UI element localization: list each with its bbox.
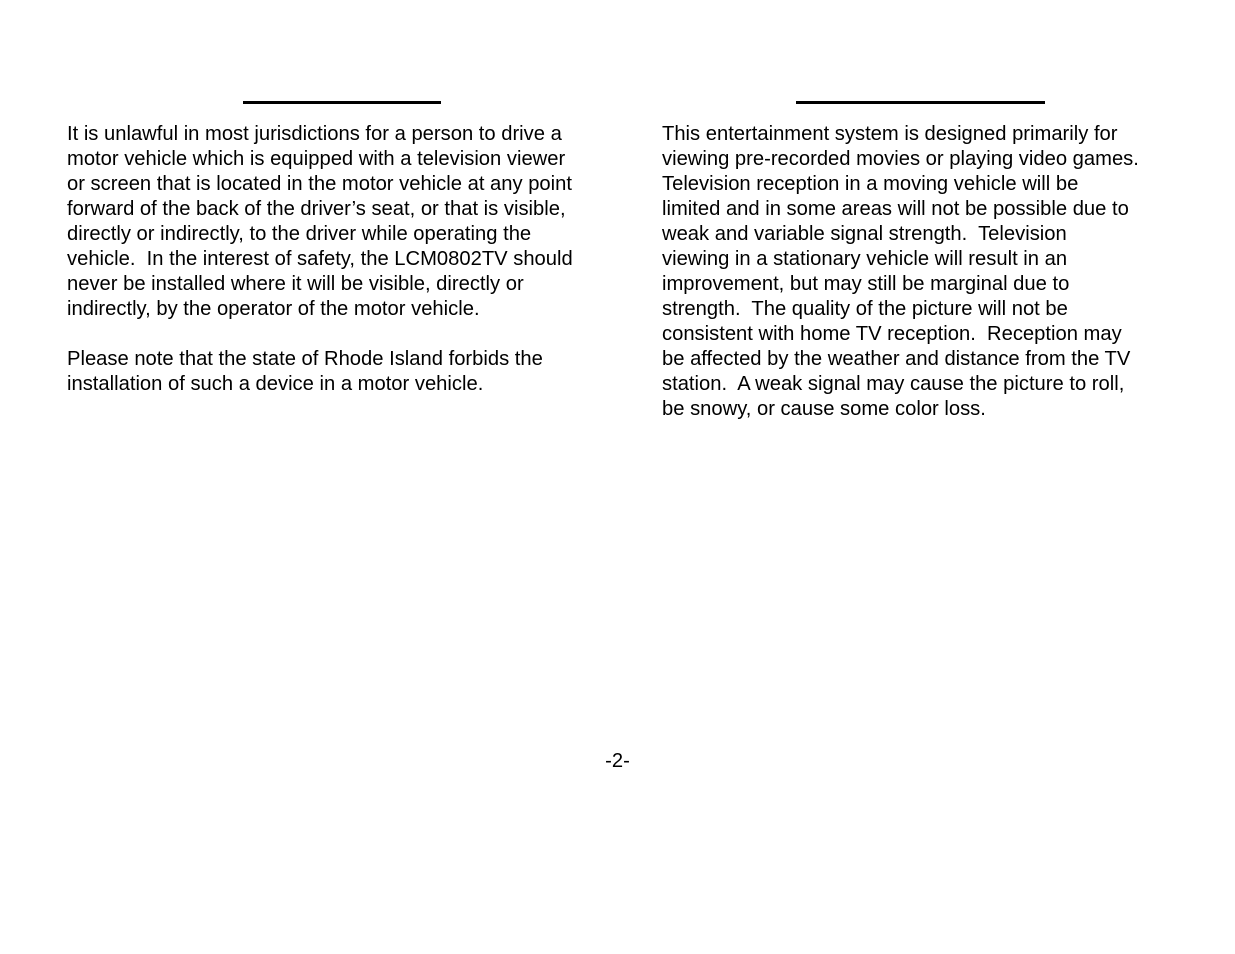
text-line: viewing pre-recorded movies or playing video games.: [662, 148, 1139, 170]
text-line: be snowy, or cause some color loss.: [662, 398, 986, 420]
text-line: improvement, but may still be marginal due to: [662, 273, 1070, 295]
text-line: directly or indirectly, to the driver while operating the: [67, 223, 532, 245]
text-line: Please note that the state of Rhode Island forbids the: [67, 348, 543, 370]
text-line: This entertainment system is designed primarily for: [662, 123, 1118, 145]
left-column: [67, 122, 627, 397]
text-line: never be installed where it will be visible, directly or: [67, 273, 524, 295]
text-line: It is unlawful in most jurisdictions for a person to drive a: [67, 123, 562, 145]
text-line: be affected by the weather and distance from the TV: [662, 348, 1131, 370]
text-line: vehicle. In the interest of safety, the LCM0802TV should: [67, 248, 573, 270]
text-line: viewing in a stationary vehicle will result in an: [662, 248, 1068, 270]
paragraph-spacer: [67, 322, 627, 347]
text-line: weak and variable signal strength. Television: [662, 223, 1067, 245]
page-number: -2-: [605, 750, 630, 772]
text-line: strength. The quality of the picture will not be: [662, 298, 1068, 320]
text-line: or screen that is located in the motor vehicle at any point: [67, 173, 572, 195]
text-line: station. A weak signal may cause the picture to roll,: [662, 373, 1125, 395]
text-line: motor vehicle which is equipped with a television viewer: [67, 148, 566, 170]
left-paragraph-2: [67, 347, 627, 397]
text-line: Television reception in a moving vehicle will be: [662, 173, 1079, 195]
left-heading-underline: [243, 101, 441, 104]
right-column: [662, 122, 1222, 422]
text-line: forward of the back of the driver’s seat, or that is visible,: [67, 198, 566, 220]
text-line: indirectly, by the operator of the motor vehicle.: [67, 298, 480, 320]
right-heading-underline: [796, 101, 1045, 104]
text-line: installation of such a device in a motor vehicle.: [67, 373, 484, 395]
text-line: consistent with home TV reception. Reception may: [662, 323, 1122, 345]
left-paragraph-1: [67, 122, 627, 322]
right-paragraph-1: [662, 122, 1222, 422]
text-line: limited and in some areas will not be possible due to: [662, 198, 1129, 220]
